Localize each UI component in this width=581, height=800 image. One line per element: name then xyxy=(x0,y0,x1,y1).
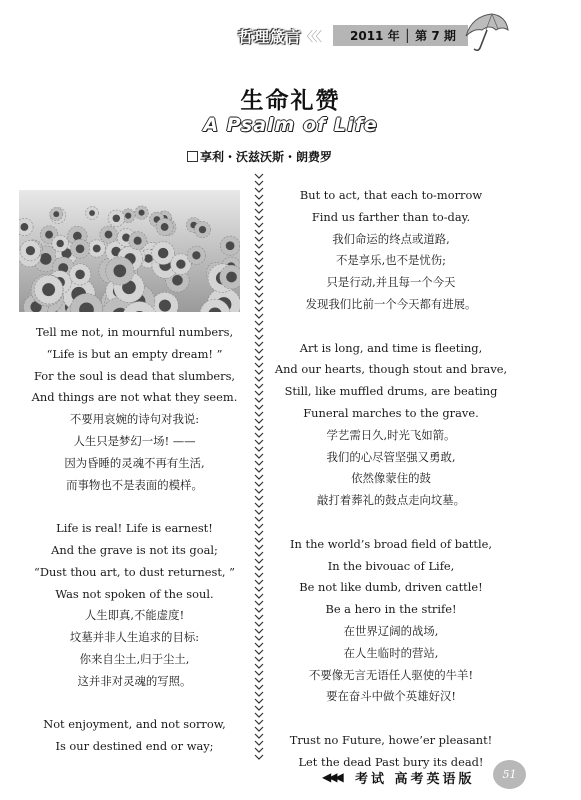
poem-line-english: Be a hero in the strife! xyxy=(325,602,457,617)
poem-line-chinese: 发现我们比前一个今天都有进展。 xyxy=(305,296,477,311)
poem-line-chinese: 在人生临时的营站, xyxy=(343,645,439,660)
poem-line-english: Still, like muffled drums, are beating xyxy=(284,384,498,399)
poem-line-english: Be not like dumb, driven cattle! xyxy=(299,580,483,595)
poem-line-chinese: 你来自尘土,归于尘土, xyxy=(79,651,190,666)
poem-line-chinese: 不是享乐,也不是忧伤; xyxy=(336,253,446,268)
poem-line-english: Find us farther than to-day. xyxy=(311,209,471,224)
poem-line-english: In the bivouac of Life, xyxy=(327,558,455,573)
section-title: 哲理箴言 xyxy=(238,28,303,46)
poem-line-english: And the grave is not its goal; xyxy=(51,542,218,557)
poem-line-english: Tell me not, in mournful numbers, xyxy=(35,325,234,339)
page-header xyxy=(0,18,581,58)
poem-line-chinese: 在世界辽阔的战场, xyxy=(343,623,439,638)
page-number: 51 xyxy=(493,760,526,789)
poem-line-english: Trust no Future, howe’er pleasant! xyxy=(289,732,493,747)
poem-line-chinese: 人生只是梦幻一场! —— xyxy=(73,433,196,448)
arrow-left-icon: ◀◀◀ xyxy=(322,770,341,784)
sunflower-field-image xyxy=(19,190,240,312)
poem-line-chinese: 而事物也不是表面的模样。 xyxy=(66,477,203,492)
poem-line-chinese: 人生即真,不能虚度! xyxy=(84,608,185,623)
magazine-name: 考试 高考英语版 xyxy=(355,772,475,787)
poem-title-english: A Psalm of Life xyxy=(203,114,378,136)
poem-column-left xyxy=(12,322,257,758)
poem-line-chinese: 学艺需日久,时光飞如箭。 xyxy=(326,427,456,442)
poem-column-right xyxy=(272,185,510,774)
poem-line-chinese: 只是行动,并且每一个今天 xyxy=(326,275,456,290)
poem-line-chinese: 敲打着葬礼的鼓点走向坟墓。 xyxy=(316,493,466,508)
poem-line-english: And things are not what they seem. xyxy=(31,390,238,405)
chevron-left-icon: 〈〈〈 xyxy=(300,30,321,45)
poem-line-chinese: 我们命运的终点或道路, xyxy=(332,231,450,246)
stanza-gap xyxy=(272,708,510,730)
poem-line-english: Let the dead Past bury its dead! xyxy=(298,754,484,769)
poem-line-chinese: 我们的心尽管坚强又勇敢, xyxy=(326,449,456,464)
poem-line-chinese: 坟墓并非人生追求的目标: xyxy=(69,630,200,645)
author-name: 享利・沃兹沃斯・朗费罗 xyxy=(200,150,333,164)
poem-line-chinese: 这并非对灵魂的写照。 xyxy=(77,673,192,688)
stanza-gap xyxy=(272,512,510,534)
poem-line-english: In the world’s broad field of battle, xyxy=(290,536,492,551)
author-line xyxy=(187,148,332,165)
umbrella-icon xyxy=(462,10,510,54)
poem-line-english: Life is real! Life is earnest! xyxy=(56,521,213,536)
stanza-gap xyxy=(272,316,510,338)
stanza-gap xyxy=(12,496,257,518)
poem-line-english: “Life is but an empty dream! ” xyxy=(46,346,223,361)
poem-line-english: And our hearts, though stout and brave, xyxy=(274,362,508,377)
poem-line-chinese: 不要像无言无语任人驱使的牛羊! xyxy=(308,667,474,682)
square-icon xyxy=(187,151,198,162)
poem-title-chinese: 生命礼赞 xyxy=(240,88,341,114)
poem-line-english: For the soul is dead that slumbers, xyxy=(33,368,236,383)
poem-line-english: Not enjoyment, and not sorrow, xyxy=(43,717,226,732)
poem-line-chinese: 要在奋斗中做个英雄好汉! xyxy=(326,689,456,704)
poem-line-english: Is our destined end or way; xyxy=(55,739,214,754)
poem-line-chinese: 因为昏睡的灵魂不再有生活, xyxy=(64,455,205,470)
poem-line-english: Art is long, and time is fleeting, xyxy=(299,340,483,355)
poem-line-english: Was not spoken of the soul. xyxy=(55,586,214,601)
poem-line-english: “Dust thou art, to dust returnest, ” xyxy=(34,564,235,579)
issue-label: 2011 年 │ 第 7 期 xyxy=(350,29,456,43)
poem-line-english: But to act, that each to-morrow xyxy=(299,188,483,202)
poem-line-chinese: 依然像蒙住的鼓 xyxy=(351,471,431,486)
poem-line-english: Funeral marches to the grave. xyxy=(303,405,479,420)
poem-line-chinese: 不要用哀婉的诗句对我说: xyxy=(69,412,200,427)
stanza-gap xyxy=(12,693,257,715)
